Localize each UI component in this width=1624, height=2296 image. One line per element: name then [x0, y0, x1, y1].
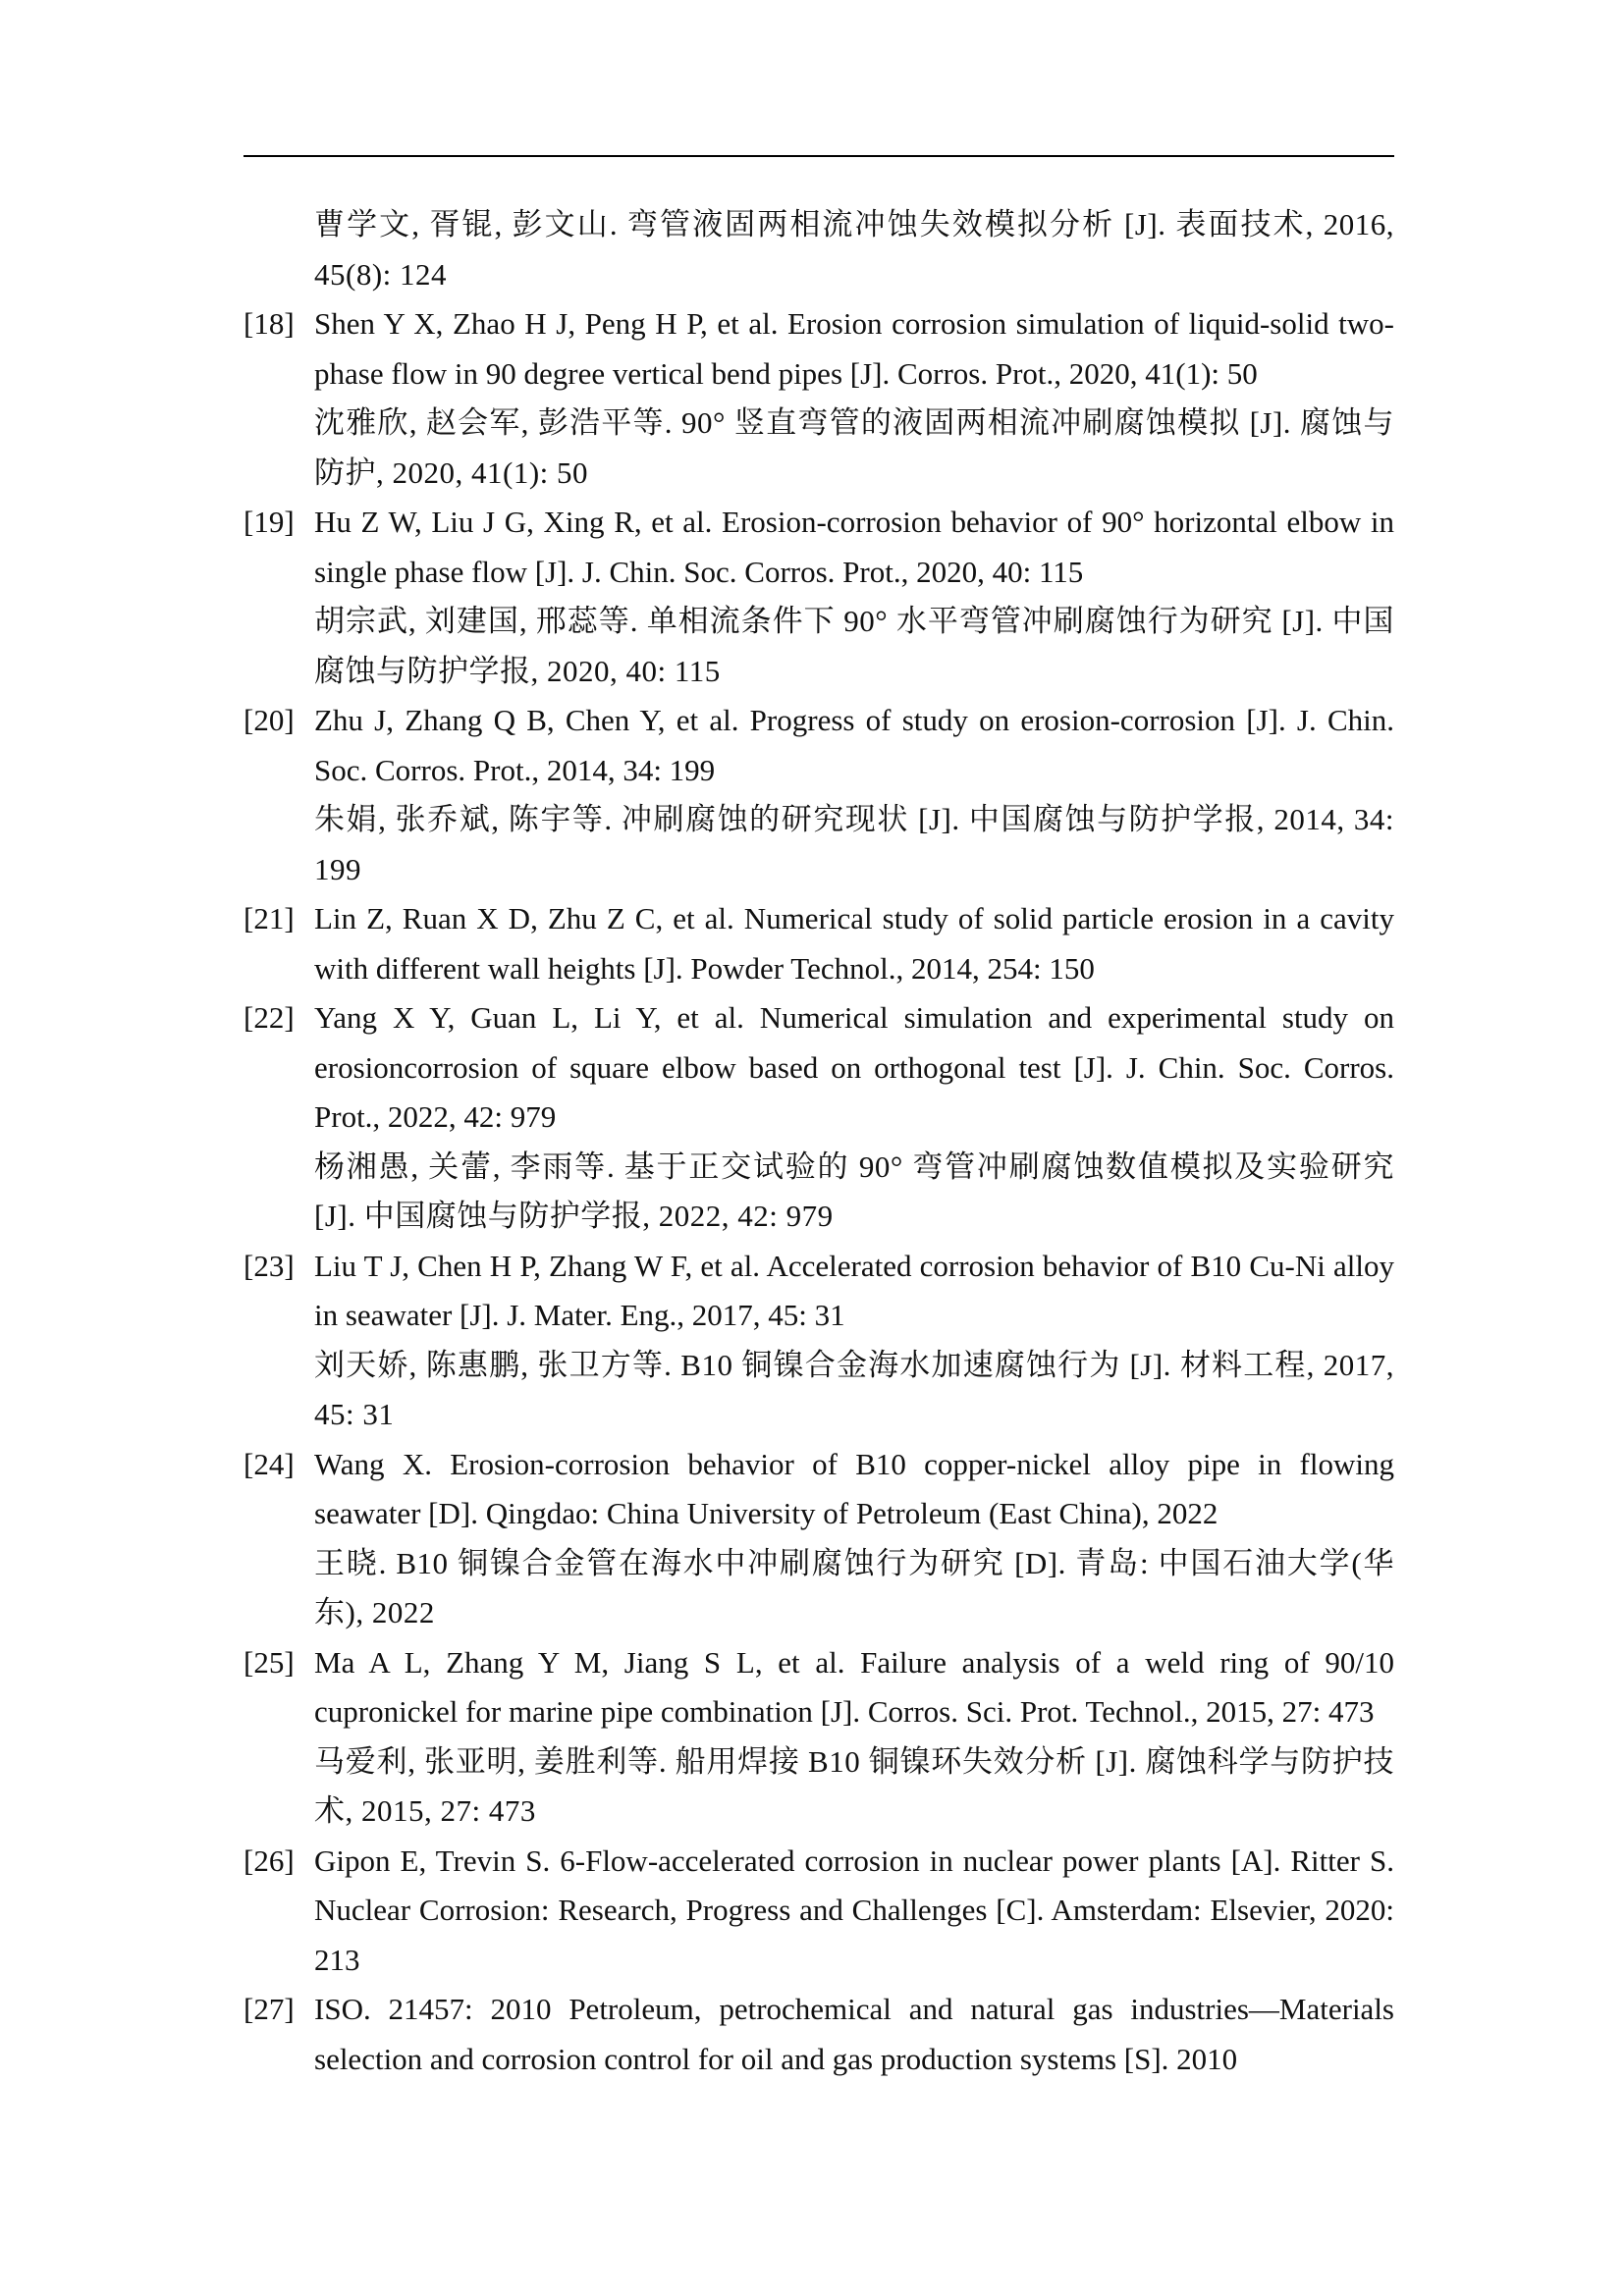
- reference-24: [244, 1440, 1394, 1638]
- reference-list: [244, 200, 1394, 2084]
- reference-number: [244, 200, 314, 299]
- reference-number: [26]: [244, 1842, 295, 1878]
- reference-chinese: 朱娟, 张乔斌, 陈宇等. 冲刷腐蚀的研究现状 [J]. 中国腐蚀与防护学报, 2014, 34: 199: [314, 802, 1394, 886]
- reference-chinese: 马爱利, 张亚明, 姜胜利等. 船用焊接 B10 铜镍环失效分析 [J]. 腐蚀科学与防护技术, 2015, 27: 473: [314, 1743, 1394, 1828]
- reference-22: [244, 993, 1394, 1242]
- reference-chinese: 王晓. B10 铜镍合金管在海水中冲刷腐蚀行为研究 [D]. 青岛: 中国石油大学(华东), 2022: [314, 1545, 1394, 1629]
- reference-number: [19]: [244, 505, 295, 539]
- reference-23: [244, 1242, 1394, 1440]
- reference-27: [244, 1985, 1394, 2084]
- header-rule: [244, 155, 1394, 157]
- reference-english: Gipon E, Trevin S. 6-Flow-accelerated corrosion in nuclear power plants [A]. Ritter S. Nuclear Corrosion: Research, Progress and Challenges [C]. Amsterdam: Elsevier, 2020: 213: [314, 1842, 1394, 1977]
- reference-english: Shen Y X, Zhao H J, Peng H P, et al. Erosion corrosion simulation of liquid-solid two-phase flow in 90 degree vertical bend pipes [J]. Corros. Prot., 2020, 41(1): 50: [314, 306, 1394, 391]
- reference-english: ISO. 21457: 2010 Petroleum, petrochemical and natural gas industries—Materials selection and corrosion control for oil and gas production systems [S]. 2010: [314, 1992, 1394, 2076]
- reference-number: [27]: [244, 1992, 295, 2026]
- reference-english: Liu T J, Chen H P, Zhang W F, et al. Accelerated corrosion behavior of B10 Cu-Ni alloy in seawater [J]. J. Mater. Eng., 2017, 45: 31: [314, 1248, 1394, 1332]
- reference-number: [18]: [244, 306, 295, 341]
- reference-number: [24]: [244, 1446, 295, 1481]
- reference-number: [21]: [244, 901, 295, 935]
- reference-english: Lin Z, Ruan X D, Zhu Z C, et al. Numerical study of solid particle erosion in a cavity with different wall heights [J]. Powder Technol., 2014, 254: 150: [314, 901, 1394, 986]
- reference-number: [20]: [244, 703, 295, 737]
- reference-25: [244, 1638, 1394, 1837]
- reference-chinese: 胡宗武, 刘建国, 邢蕊等. 单相流条件下 90° 水平弯管冲刷腐蚀行为研究 [J]. 中国腐蚀与防护学报, 2020, 40: 115: [314, 604, 1394, 688]
- reference-english: Zhu J, Zhang Q B, Chen Y, et al. Progress of study on erosion-corrosion [J]. J. Chin. Soc. Corros. Prot., 2014, 34: 199: [314, 703, 1394, 787]
- reference-chinese: 杨湘愚, 关蕾, 李雨等. 基于正交试验的 90° 弯管冲刷腐蚀数值模拟及实验研究 [J]. 中国腐蚀与防护学报, 2022, 42: 979: [314, 1148, 1394, 1233]
- reference-continued: [244, 200, 1394, 299]
- reference-number: [23]: [244, 1248, 295, 1283]
- reference-number: [22]: [244, 1000, 295, 1035]
- reference-english: Hu Z W, Liu J G, Xing R, et al. Erosion-corrosion behavior of 90° horizontal elbow in single phase flow [J]. J. Chin. Soc. Corros. Prot., 2020, 40: 115: [314, 505, 1394, 589]
- reference-english: Wang X. Erosion-corrosion behavior of B10 copper-nickel alloy pipe in flowing seawater [D]. Qingdao: China University of Petroleum (East China), 2022: [314, 1446, 1394, 1530]
- reference-19: [244, 498, 1394, 696]
- reference-english: Ma A L, Zhang Y M, Jiang S L, et al. Failure analysis of a weld ring of 90/10 cupronickel for marine pipe combination [J]. Corros. Sci. Prot. Technol., 2015, 27: 473: [314, 1644, 1394, 1729]
- reference-number: [25]: [244, 1644, 295, 1680]
- reference-21: [244, 894, 1394, 993]
- reference-26: [244, 1837, 1394, 1986]
- reference-20: [244, 696, 1394, 894]
- reference-chinese: 沈雅欣, 赵会军, 彭浩平等. 90° 竖直弯管的液固两相流冲刷腐蚀模拟 [J]. 腐蚀与防护, 2020, 41(1): 50: [314, 405, 1394, 490]
- reference-chinese: 曹学文, 胥锟, 彭文山. 弯管液固两相流冲蚀失效模拟分析 [J]. 表面技术, 2016, 45(8): 124: [314, 207, 1394, 292]
- reference-english: Yang X Y, Guan L, Li Y, et al. Numerical simulation and experimental study on erosioncorrosion of square elbow based on orthogonal test [J]. J. Chin. Soc. Corros. Prot., 2022, 42: 979: [314, 1000, 1394, 1134]
- reference-chinese: 刘天娇, 陈惠鹏, 张卫方等. B10 铜镍合金海水加速腐蚀行为 [J]. 材料工程, 2017, 45: 31: [314, 1347, 1394, 1431]
- reference-18: [244, 299, 1394, 498]
